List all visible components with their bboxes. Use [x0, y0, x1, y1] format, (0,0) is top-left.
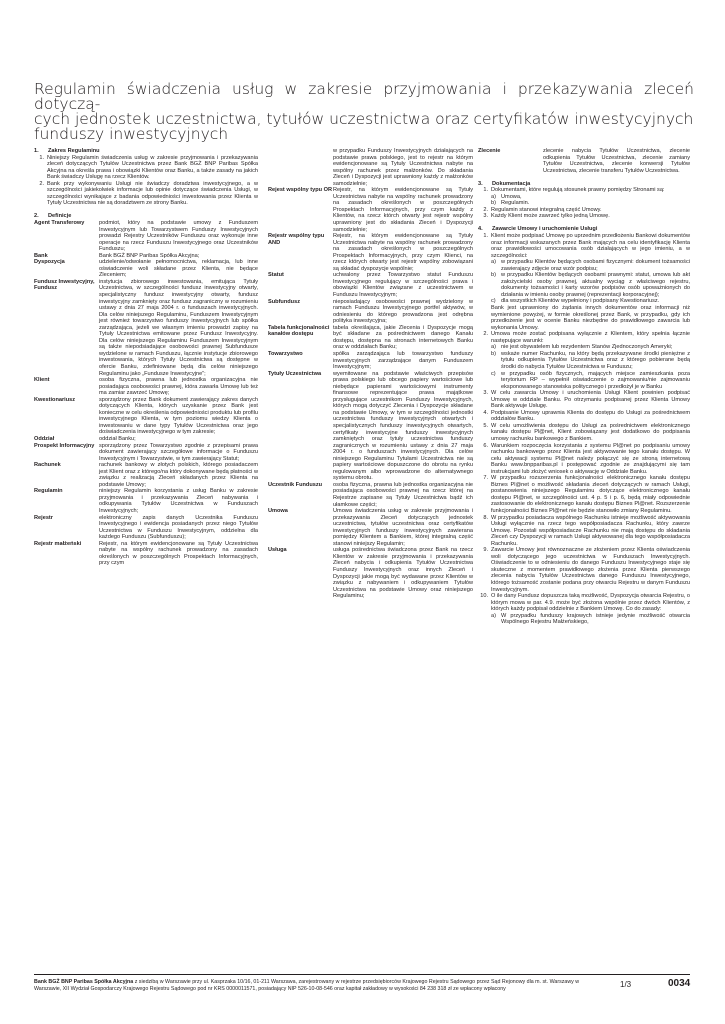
column-2	[268, 148, 473, 600]
s4-item: 2. Umowa może zostać podpisana wyłącznie z Klientem, który spełnia łącznie następujące warunki:	[483, 331, 690, 344]
title-line-3: funduszy inwestycyjnych	[34, 125, 229, 143]
s1-item: 2. Bank przy wykonywaniu Usługi nie świadczy doradztwa inwestycyjnego, a w szczególności jakiekolwiek informacje lub opinie dotyczące świadczenia Usługi, w szczególności wynikające z badania odpowiedniości inwestowania przez Klienta w Tytuły Uczestnictwa nie są doradztwem ze strony Banku.	[39, 180, 258, 207]
definition: Fundusz Inwestycyjny, Fundusz instytucja zbiorowego inwestowania, emitująca Tytuły Uczestnictwa, w szczególności fundusz inwestycyjny otwarty, specjalistyczny fundusz inwestycyjny otwarty, fundusz inwestycyjny zamknięty oraz fundusz zagraniczny w rozumieniu ustawy z dnia 27 maja 2004 r. o funduszach inwestycyjnych. Dla celów niniejszego Regulaminu, Funduszem Inwestycyjnym jest również towarzystwo funduszy inwestycyjnych lub spółka zarządzająca, jeżeli we własnym imieniu prowadzi zapisy na Tytuły Uczestnictwa emitowane przez Fundusz Inwestycyjny. Dla celów niniejszego Regulaminu Funduszem Inwestycyjnym są także niepodsiadające osobowości prawnej Subfundusze wydzielone w ramach Funduszu, łącznie instytucje zbiorowego inwestowania, których Tytuły Uczestnictwa są dostępne w ofercie Banku, zdefiniowane będą dla celów niniejszego Regulaminu jako „Fundusze Inwestycyjne”;	[34, 278, 258, 377]
section-3	[478, 181, 690, 220]
definition: Rejestr małżeński Rejestr, na którym ewidencjonowane są Tytuły Uczestnictwa nabyte na wspólny rachunek prowadzony na zasadach określonych w poszczególnych Prospektach Informacyjnych, przy czym	[34, 540, 258, 567]
title-line-1: Regulamin świadczenia usług w zakresie przyjmowania i przekazywania zleceń dotyczą-	[34, 80, 694, 113]
footer-divider	[34, 974, 690, 975]
definition: Rejestr wspólny typu AND Rejestr, na którym ewidencjonowane są Tytuły Uczestnictwa nabyte na wspólny rachunek prowadzony na zasadach określonych w poszczególnych Prospektach Informacyjnych, przy czym Klienci, na rzecz których otwarty jest rejestr wspólny zobowiązani są składać dyspozycje wspólnie;	[268, 233, 473, 272]
definition: Bank Bank BGŻ BNP Paribas Spółka Akcyjna;	[34, 252, 200, 259]
column-1	[34, 148, 258, 567]
definition: Usługa usługa pośrednictwa świadczona przez Bank na rzecz Klientów w zakresie przyjmowania i przekazywania Zleceń nabycia i odkupienia Tytułów Uczestnictwa Funduszy Inwestycyjnych oraz innych Zleceń i Dyspozycji jakie mogą być wydawane przez Klientów w związku z nabywaniem i odkupywaniem Tytułów Uczestnictwa na podstawie Umowy oraz niniejszego Regulaminu;	[268, 547, 473, 600]
s3-item: 1. Dokumentami, które regulują stosunek prawny pomiędzy Stronami są:	[483, 187, 665, 194]
s4-item: 6. Warunkiem rozpoczęcia korzystania z systemu Pl@net po podpisaniu umowy rachunku bankowego przez Klienta jest aktywowanie tego kanału dostępu. W celu aktywacji systemu Pl@net należy połączyć się ze stroną internetową Banku www.bnpparibas.pl i postępować zgodnie ze znajdującymi się tam instrukcjami lub złożyć wniosek o aktywację w Oddziale Banku.	[483, 442, 690, 475]
definition: Rejest wspólny typu OR Rejestr, na którym ewidencjonowane są Tytuły Uczestnictwa nabyte na wspólny rachunek prowadzony na zasadach określonych w poszczególnych Prospektach Informacyjnych, przy czym każdy z Klientów, na rzecz którch otwarty jest rejestr wspólny uprawniony jest do składania Zleceń i Dyspozycji samodzielnie;	[268, 187, 473, 233]
s4-subitem: c) w przypadku osób fizycznych, mających miejsce zamieszkania poza terytorium RP – wypełnił oświadczenie o zajmowaniu/nie zajmowaniu eksponowanego stanowiska politycznego i przedłożył je w Banku	[491, 370, 690, 390]
s4-item: 1. Klient może podpisać Umowę po uprzednim przedłożeniu Bankowi dokumentów oraz informacji wskazanych przez Bank mających na celu identyfikację Klienta oraz prawidłowości umocowania osób działających w jego imieniu, a w szczególności:	[483, 233, 690, 259]
footer-company: Bank BGŻ BNP Paribas Spółka Akcyjna	[34, 979, 134, 985]
s4-subitem: c) dla wszystkich Klientów wypełniony i podpisany Kwestionariusz.	[491, 298, 660, 305]
s4-subitem: a) w przypadku Klientów będących osobami fizycznymi: dokument tożsamości zawierający zdjęcie oraz wzór podpisu;	[491, 259, 690, 272]
definition: Kwestionariusz sporządzony przez Bank dokument zawierający zakres danych dotyczących Klienta, których uzyskanie przez Bank jest konieczne w celu określenia odpowiedniości produktu lub profilu inwestycyjnego Klienta, w tym poziomu wiedzy Klienta o inwestowaniu w dane typy Tytułów Uczestnictwa oraz jego doświadczenia inwestycyjnego w tym zakresie;	[34, 396, 258, 436]
s1-item: 1. Niniejszy Regulamin świadczenia usług w zakresie przyjmowania i przekazywania zleceń dotyczących Tytułów Uczestnictwa przez Bank BGŻ BNP Paribas Spółka Akcyjna na określa prawa i obowiązki Klientów oraz Banku, a także zasady na jakich Bank świadczy Usługę na rzecz Klientów.	[39, 154, 258, 181]
definition: Towarzystwo spółka zarządzająca lub towarzystwo funduszy inwestycyjnych zarządzające danym Funduszem Inwestycyjnym;	[268, 350, 473, 371]
definition: Zlecenie zlecenie nabycia Tytułów Uczestnictwa, zlecenie odkupienia Tytułów Uczestnictwa, zlecenie zamiany Tytułów Uczestnictwa, zlecenie konwersji Tytułów Uczestnictwa, zlecenie transferu Tytułów Uczestnictwa.	[478, 148, 690, 174]
definition: Rachunek rachunek bankowy w złotych polskich, którego posiadaczem jest Klient oraz z którego/na który dokonywane będą płatności w związku z realizacją Zleceń składanych przez Klienta na podstawie Umowy;	[34, 462, 258, 488]
definition: Rejestr elektroniczny zapis danych Uczestnika Funduszu Inwestycyjnego i ewidencja posiadanych przez niego Tytułów Uczestnictwa w Funduszu Inwestycyjnym, oddzielna dla każdego Funduszu (Subfunduszu);	[34, 514, 258, 541]
s4-item: 5. W celu umożliwienia dostępu do Usługi za pośrednictwem elektronicznego kanału dostępu Pl@net, Klient zobowiązany jest dodatkowo do podpisania umowy rachunku bankowego z Bankiem.	[483, 422, 690, 442]
definition: Dyspozycja udzielenie/odwołanie pełnomocnictwa, reklamacja, lub inne oświadczenie woli składane przez Klienta, nie będące Zleceniem;	[34, 259, 258, 279]
section-4-heading: 4. Zawarcie Umowy i uruchomienie Usługi	[478, 226, 598, 233]
section-1	[34, 148, 258, 207]
s4-paragraph: Bank jest uprawniony do żądania innych dokumentów oraz informacji niż wymienione powyżej, w formie określonej przez Bank, w przypadku, gdy ich przedłożenie jest w ocenie Banku niezbędne do prawidłowego zawarcia lub wykonania Umowy.	[491, 305, 690, 331]
section-2-heading: 2. Definicje	[34, 213, 72, 220]
s3-item: 2. Regulamin stanowi integralną część Umowy.	[483, 206, 602, 213]
s4-item: 3. W celu zawarcia Umowy i uruchomienia Usługi Klient powinien podpisać Umowę w oddziale Banku. Po otrzymaniu podpisanej przez Klienta Umowy Bank aktywuje Usługę.	[483, 390, 690, 410]
s4-item: 9. Zawarcie Umowy jest równoznaczne ze złożeniem przez Klienta oświadczenia woli dotyczącego jego uczestnictwa w Funduszach Inwestycyjnych. Oświadczenie to w odniesieniu do danego Funduszu Inwestycyjnego staje się skuteczne z momentem prawidłowego złożenia przez Klienta pierwszego zlecenia nabycia Tytułów Uczestnictwa danego Funduszu Inwestycyjnego, którego tożsamość zostanie podana przy otwarciu Rejestru w danym Funduszu Inwestycyjnym.	[483, 547, 690, 593]
definition: Tytuły Uczestnictwa wyemitowane na podstawie właściwych przepisów prawa polskiego lub obcego papiery wartościowe lub niebędące papierami wartościowymi instrumenty finansowe reprezentujące prawa majątkowe przysługujące uczestnikom Funduszy Inwestycyjnych, których mogą dotyczyć Zlecenia i Dyspozycje składane na podstawie Umowy, w tym w szczególności jednostki uczestnictwa funduszy inwestycyjnych otwartych i specjalistycznych funduszy inwestycyjnych otwartych, certyfikaty inwestycyjne funduszy inwestycyjnych zamkniętych oraz tytuły uczestnictwa funduszy zagranicznych w rozumieniu ustawy z dnia 27 maja 2004 r. o funduszach inwestycyjnych. Dla celów niniejszego Regulaminu Tytułami Uczestnictwa nie są papiery wartościowe dopuszczone do obrotu na rynku regulowanym albo wprowadzone do alternatywnego systemu obrotu.	[268, 370, 473, 482]
s3-item: 3. Każdy Klient może zawrzeć tylko jedną Umowę.	[483, 213, 610, 220]
document-code: 0034	[668, 978, 691, 989]
s3-subitem: b) Regulamin.	[491, 200, 530, 207]
section-2	[34, 213, 258, 567]
definition: Klient osoba fizyczna, prawna lub jednostka organizacyjna nie posiadająca osobowości prawnej, która zawarła Umowę lub też ma zamiar zawrzeć Umowę;	[34, 377, 258, 397]
definition: Oddział oddział Banku;	[34, 436, 136, 443]
definition: Statut uchwalony przez Towarzystwo statut Funduszu Inwestycyjnego regulujący w szczególności prawa i obowiązki Klientów związane z uczestnictwem w Funduszu Inwestycyjnym;	[268, 272, 473, 299]
section-3-heading: 3. Dokumentacja	[478, 180, 531, 187]
s4-item: 10. O ile dany Fundusz dopuszcza taką możliwość, Dyspozycja otwarcia Rejestru, o którym mowa w par. 4.9. może być złożona wspólnie przez dwóch Klientów, z których każdy podpisał oddzielnie z Bankiem Umowę. Co do zasady:	[480, 593, 690, 613]
s3-subitem: a) Umowa,	[491, 193, 522, 200]
document-title	[34, 82, 694, 142]
definition: Prospekt Informacyjny sporządzony przez Towarzystwo zgodnie z przepisami prawa dokument zawierający szczegółowe informacje o Funduszu Inwestycyjnym i Towarzystwie, w tym zawierający Statut;	[34, 442, 258, 462]
s4-subitem: b) w przypadku Klientów będących osobami prawnymi: statut, umowa lub akt założycielski osoby prawnej, aktualny wyciąg z właściwego rejestru, dokumenty tożsamości i karty wzorów podpisów osób upoważnionych do działania w imieniu osoby prawnej (reprezentacji korporacyjnej);	[491, 272, 690, 298]
s4-subitem: a) W przypadku funduszy krajowych istnieje jedynie możliwość otwarcia Wspólnego Rejestru Małżeńskiego,	[491, 612, 690, 626]
definition: Subfundusz nieposiadający osobowości prawnej wydzielony w ramach Funduszu Inwestycyjnego portfel aktywów, w odniesieniu do którego prowadzona jest odrębna polityka inwestycyjna;	[268, 298, 473, 325]
definition: Umowa Umowa świadczenia usług w zakresie przyjmowania i przekazywania Zleceń dotyczących jednostek uczestnictwa, tytułów uczestnictwa oraz certyfikatów inwestycyjnych funduszy inwestycyjnych zawierana pomiędzy Klientem a Bankiem, której integralną część stanowi niniejszy Regulamin;	[268, 508, 473, 547]
footer-legal-text	[34, 979, 594, 992]
section-4	[478, 226, 690, 625]
definition: Agent Transferowy podmiot, który na podstawie umowy z Funduszem Inwestycyjnym lub Towarzystwem Funduszy Inwestycyjnych prowadzi Rejestry Uczestników Funduszu oraz wykonuje inne operacje na rzecz Funduszu Inwestycyjnego oraz Uczestników Funduszu;	[34, 219, 258, 253]
column-3	[478, 148, 690, 626]
s4-subitem: b) wskaże numer Rachunku, na który będą przekazywane środki pieniężne z tytułu odkupienia Tytułów Uczestnictwa oraz z którego pobierane będą środki do nabycia Tytułów Uczestnictwa w Funduszu;	[491, 350, 690, 370]
section-1-heading: 1. Zakres Regulaminu	[34, 148, 100, 154]
s4-item: 4. Podpisanie Umowy uprawnia Klienta do dostępu do Usługi za pośrednictwem oddziałów Banku.	[483, 409, 690, 423]
definition: Tabela funkcjonalności kanałów dostępu tabela określająca, jakie Zlecenia i Dyspozycje mogą być składane za pośrednictwem danego Kanału dostępu, dostępna na stronach internetowych Banku oraz w oddziałach Banku;	[268, 324, 473, 351]
definition: Regulamin niniejszy Regulamin korzystania z usług Banku w zakresie przyjmowania i przekazywania Zleceń nabywania i odkupywania Tytułów Uczestnictwa w Funduszach Inwestycyjnych;	[34, 488, 258, 515]
s4-item: 7. W przypadku rozszerzenia funkcjonalności elektronicznego kanału dostępu Biznes Pl@net o możliwość składania zleceń dotyczących w ramach Usługi, postanowienia niniejszego Regulaminu dotyczące elektronicznego kanału dostępu Pl@net, w szczególności ust. 4 p. 5 i p. 6, będą miały odpowiednie zastosowanie do elektronicznego kanału dostępu Biznes Pl@net. Rozszerzenie funkcjonalności Biznes Pl@net nie będzie stanowiło zmiany Regulaminu.	[483, 475, 690, 514]
footer-details: z siedzibą w Warszawie przy ul. Kasprzaka 10/16, 01-211 Warszawa, zarejestrowany w rejestrze przedsiębiorców Krajowego Rejestru Sądowego przez Sąd Rejonowy dla m. st. Warszawy w Warszawie, XII Wydział Gospodarczy Krajowego Rejestru Sądowego pod nr KRS 0000011571, posiadający NIP 526-10-08-546 oraz kapitał zakładowy w wysokości 84 238 318 zł ze wpłacony wpłacony	[34, 979, 580, 992]
s4-item: 8. W przypadku posiadacza wspólnego Rachunku istnieje możliwość aktywowania Usługi wyłącznie na rzecz tego współposiadacza Rachunku, który zawrze Umowę. Pozostali współposiadacze Rachunku nie mają dostępu do składania Zleceń czy Dyspozycji w ramach Usługi aktywowanej dla tego współposiadacza Rachunku.	[483, 514, 690, 547]
definition-continued: w przypadku Funduszy Inwestycyjnych działających na podstawie prawa polskiego, jest to rejestr na którym ewidencjonowane są Tytuły Uczestnictwa nabyte na wspólny rachunek przez małżonków. Do składania Zleceń i Dyspozycji jest uprawniony każdy z małżonków samodzielnie;	[333, 148, 473, 187]
page-number: 1/3	[620, 980, 632, 989]
title-line-2: cych jednostek uczestnictwa, tytułów uczestnictwa oraz certyfikatów inwestycyjnych	[34, 110, 694, 128]
s4-subitem: a) nie jest obywatelem lub rezydentem Stanów Zjednoczonych Ameryki;	[491, 344, 673, 351]
definition: Uczestnik Funduszu osoba fizyczna, prawna lub jednostka organizacyjna nie posiadająca osobowości prawnej na rzecz której na Rejestrze zapisane są Tytuły Uczestnictwa bądź ich ułamkowe części;	[268, 481, 473, 508]
